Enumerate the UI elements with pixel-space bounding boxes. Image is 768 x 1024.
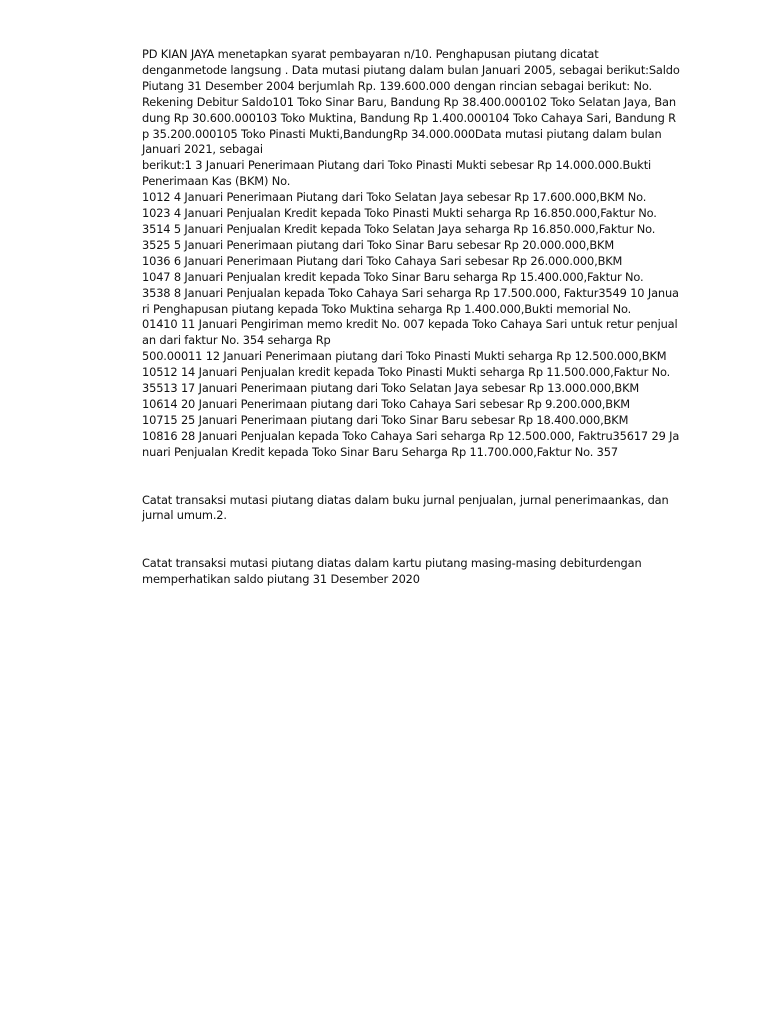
text-line: 1047 8 Januari Penjualan kredit kepada Toko Sinar Baru seharga Rp 15.400.000,Faktur No.: [142, 269, 644, 284]
text-line: 3514 5 Januari Penjualan Kredit kepada Toko Selatan Jaya seharga Rp 16.850.000,Faktur No.: [142, 221, 656, 236]
text-line: berikut:1 3 Januari Penerimaan Piutang dari Toko Pinasti Mukti sebesar Rp 14.000.000.Bukti: [142, 158, 652, 173]
text-line: 1012 4 Januari Penerimaan Piutang dari Toko Selatan Jaya sebesar Rp 17.600.000,BKM No.: [142, 190, 647, 205]
text-line: Catat transaksi mutasi piutang diatas dalam buku jurnal penjualan, jurnal penerimaankas, dan: [142, 492, 669, 507]
paragraph-instruction-journal: [142, 493, 687, 525]
text-line: 3525 5 Januari Penerimaan piutang dari Toko Sinar Baru sebesar Rp 20.000.000,BKM: [142, 237, 615, 252]
text-line: PD KIAN JAYA menetapkan syarat pembayaran n/10. Penghapusan piutang dicatat: [142, 47, 599, 61]
text-line: 10715 25 Januari Penerimaan piutang dari Toko Sinar Baru sebesar Rp 18.400.000,BKM: [142, 412, 629, 427]
text-line: memperhatikan saldo piutang 31 Desember 2020: [142, 572, 420, 587]
text-line: dung Rp 30.600.000103 Toko Muktina, Bandung Rp 1.400.000104 Toko Cahaya Sari, Bandung R: [142, 110, 676, 125]
text-line: 35513 17 Januari Penerimaan piutang dari Toko Selatan Jaya sebesar Rp 13.000.000,BKM: [142, 381, 640, 396]
text-line: 10512 14 Januari Penjualan kredit kepada Toko Pinasti Mukti seharga Rp 11.500.000,Faktur No.: [142, 365, 671, 380]
text-line: Piutang 31 Desember 2004 berjumlah Rp. 139.600.000 dengan rincian sebagai berikut: No.: [142, 78, 652, 93]
text-line: Catat transaksi mutasi piutang diatas dalam kartu piutang masing-masing debiturdengan: [142, 556, 642, 571]
text-line: 1023 4 Januari Penjualan Kredit kepada Toko Pinasti Mukti seharga Rp 16.850.000,Faktur No.: [142, 206, 657, 221]
text-line: 01410 11 Januari Pengiriman memo kredit No. 007 kepada Toko Cahaya Sari untuk retur penjual: [142, 317, 678, 332]
text-line: Rekening Debitur Saldo101 Toko Sinar Baru, Bandung Rp 38.400.000102 Toko Selatan Jaya, Ban: [142, 94, 676, 109]
text-line: an dari faktur No. 354 seharga Rp: [142, 333, 331, 348]
text-line: nuari Penjualan Kredit kepada Toko Sinar Baru Seharga Rp 11.700.000,Faktur No. 357: [142, 444, 618, 459]
text-line: 10614 20 Januari Penerimaan piutang dari Toko Cahaya Sari sebesar Rp 9.200.000,BKM: [142, 396, 630, 411]
text-line: p 35.200.000105 Toko Pinasti Mukti,BandungRp 34.000.000Data mutasi piutang dalam bulan: [142, 126, 662, 141]
text-line: Januari 2021, sebagai: [142, 142, 263, 157]
document-body: [142, 47, 687, 588]
text-line: jurnal umum.2.: [142, 508, 227, 523]
text-line: Penerimaan Kas (BKM) No.: [142, 174, 291, 189]
text-line: 3538 8 Januari Penjualan kepada Toko Cahaya Sari seharga Rp 17.500.000, Faktur3549 10 Janua: [142, 285, 679, 300]
text-line: 10816 28 Januari Penjualan kepada Toko Cahaya Sari seharga Rp 12.500.000, Faktru35617 29 Ja: [142, 428, 680, 443]
text-line: 1036 6 Januari Penerimaan Piutang dari Toko Cahaya Sari sebesar Rp 26.000.000,BKM: [142, 253, 623, 268]
text-line: denganmetode langsung . Data mutasi piutang dalam bulan Januari 2005, sebagai berikut:Saldo: [142, 62, 680, 77]
text-line: 500.00011 12 Januari Penerimaan piutang dari Toko Pinasti Mukti seharga Rp 12.500.000,BKM: [142, 349, 667, 364]
paragraph-instruction-ledger-card: [142, 556, 687, 588]
paragraph-transaction-data: [142, 47, 687, 461]
text-line: ri Penghapusan piutang kepada Toko Muktina seharga Rp 1.400.000,Bukti memorial No.: [142, 301, 632, 316]
